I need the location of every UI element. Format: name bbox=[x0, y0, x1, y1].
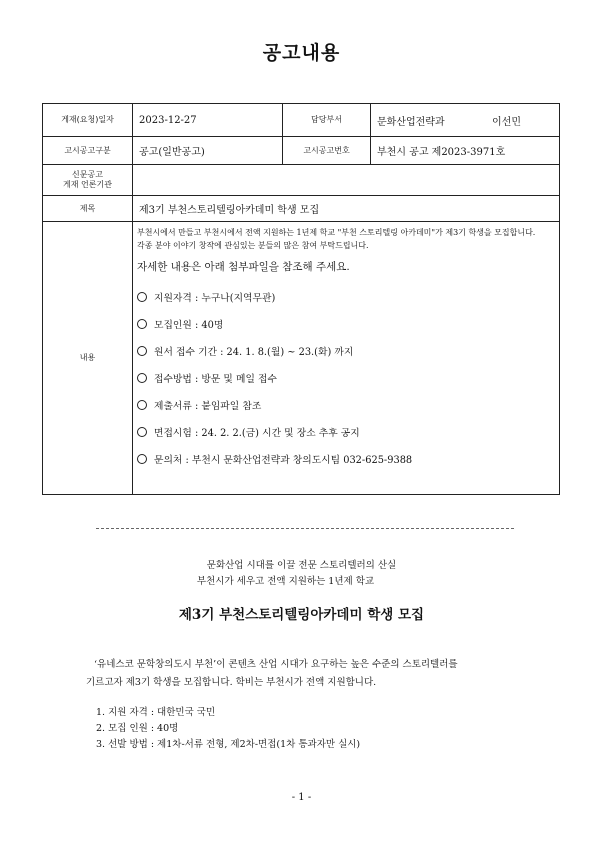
label-notice-type: 고시공고구분 bbox=[64, 145, 111, 155]
tagline-2: 부천시가 세우고 전액 지원하는 1년제 학교 bbox=[196, 576, 375, 587]
circle-bullet-icon bbox=[137, 427, 147, 437]
value-notice-number: 부천시 공고 제2023-3971호 bbox=[377, 147, 506, 158]
circle-bullet-icon bbox=[137, 319, 147, 329]
list-item bbox=[137, 423, 537, 441]
list-item bbox=[137, 396, 537, 414]
circle-bullet-icon bbox=[137, 373, 147, 383]
label-newspaper bbox=[43, 165, 132, 195]
label-post-date: 게재(요청)일자 bbox=[61, 115, 114, 124]
circle-bullet-icon bbox=[137, 292, 147, 302]
label-subject: 제목 bbox=[79, 203, 96, 213]
attachment-list bbox=[96, 705, 360, 753]
attachment-paragraph bbox=[86, 656, 526, 692]
value-post-date: 2023-12-27 bbox=[139, 114, 197, 126]
bullet-text: 원서 접수 기간 : 24. 1. 8.(월) ~ 23.(화) 까지 bbox=[154, 347, 354, 358]
list-item bbox=[137, 288, 537, 306]
list-item: 3. 선발 방법 : 제1차-서류 전형, 제2차-면접(1차 통과자만 실시) bbox=[96, 739, 361, 750]
circle-bullet-icon bbox=[137, 400, 147, 410]
bullet-text: 모집인원 : 40명 bbox=[154, 320, 224, 331]
bullet-text: 제출서류 : 붙임파일 참조 bbox=[154, 401, 262, 412]
list-item bbox=[137, 450, 537, 468]
label-newspaper-line2: 게재 언론기관 bbox=[63, 180, 112, 189]
value-notice-type: 공고(일반공고) bbox=[139, 147, 205, 158]
tagline-1: 문화산업 시대를 이끌 전문 스토리텔러의 산실 bbox=[206, 560, 397, 571]
bullet-text: 접수방법 : 방문 및 메일 접수 bbox=[154, 374, 277, 385]
page-title: 공고내용 bbox=[262, 42, 341, 64]
content-note: 자세한 내용은 아래 첨부파일을 참조해 주세요. bbox=[137, 261, 350, 273]
page-number: - 1 - bbox=[291, 792, 312, 803]
circle-bullet-icon bbox=[137, 454, 147, 464]
content-body bbox=[137, 226, 537, 477]
value-newspaper bbox=[133, 165, 559, 195]
list-item bbox=[137, 342, 537, 360]
bullet-text: 문의처 : 부천시 문화산업전략과 창의도시팀 032-625-9388 bbox=[154, 455, 413, 466]
label-content: 내용 bbox=[79, 353, 96, 362]
value-department: 문화산업전략과 bbox=[377, 116, 445, 128]
paragraph-line: 기르고자 제3기 학생을 모집합니다. 학비는 부천시가 전액 지원합니다. bbox=[86, 677, 377, 688]
bullet-text: 면접시험 : 24. 2. 2.(금) 시간 및 장소 추후 공지 bbox=[154, 428, 360, 439]
list-item: 1. 지원 자격 : 대한민국 국민 bbox=[96, 707, 216, 718]
circle-bullet-icon bbox=[137, 346, 147, 356]
attachment-heading: 제3기 부천스토리텔링아카데미 학생 모집 bbox=[178, 607, 425, 623]
bullet-text: 지원자격 : 누구나(지역무관) bbox=[154, 293, 276, 304]
list-item: 2. 모집 인원 : 40명 bbox=[96, 723, 179, 734]
list-item bbox=[137, 315, 537, 333]
value-person: 이선민 bbox=[492, 116, 521, 128]
value-subject: 제3기 부천스토리텔링아카데미 학생 모집 bbox=[139, 205, 320, 216]
paragraph-line: ‘유네스코 문학창의도시 부천’이 콘텐츠 산업 시대가 요구하는 높은 수준의 스토리텔러를 bbox=[94, 659, 458, 670]
dashed-divider bbox=[96, 528, 514, 529]
list-item bbox=[137, 369, 537, 387]
content-intro: 부천시에서 만들고 부천시에서 전액 지원하는 1년제 학교 "부천 스토리텔링 아카데미"가 제3기 학생을 모집합니다. 각종 분야 이야기 창작에 관심있는 분들의 많은 참여 부탁드립니다. bbox=[137, 228, 536, 250]
label-newspaper-line1: 신문공고 bbox=[72, 170, 103, 179]
label-notice-number: 고시공고번호 bbox=[303, 145, 350, 155]
table-border bbox=[42, 494, 560, 495]
label-department: 담당부서 bbox=[311, 115, 342, 124]
